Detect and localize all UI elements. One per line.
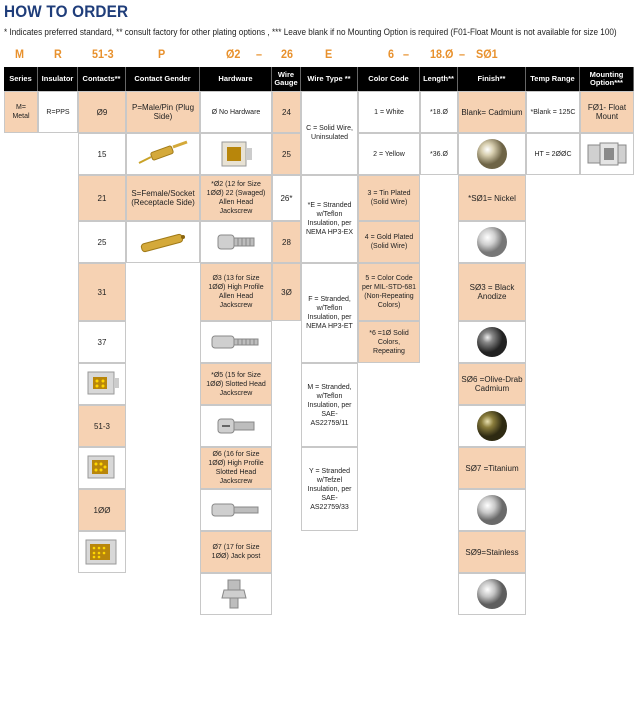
code-gauge: 26 [281,47,294,61]
code-contacts: 51-3 [92,47,114,61]
black-anodize-sphere-icon [458,321,526,363]
footnote: * Indicates preferred standard, ** consult factory for other plating options , *** Leave blank if no Mounting Option is required (F01-Float Mount is not available for size 100) [4,27,617,38]
code-gender: P [158,47,166,61]
wire-type-e: *E = Stranded w/Teflon Insulation, per NEMA HP3-EX [301,175,358,263]
float-mount-icon [580,133,634,175]
code-hardware: Ø2 [226,47,241,61]
contacts-15: 15 [78,133,126,175]
titanium-sphere-icon [458,489,526,531]
gauge-25: 25 [272,133,301,175]
pin-contact-icon [126,133,200,175]
header-finish: Finish** [458,67,526,91]
contacts-51-3: 51-3 [78,405,126,447]
header-hardware: Hardware [200,67,272,91]
color-code-1: 1 = White [358,91,420,133]
gender-female: S=Female/Socket (Receptacle Side) [126,175,200,221]
hardware-07: Ø7 (17 for Size 1ØØ) Jack post [200,531,272,573]
finish-s06: SØ6 =Olive-Drab Cadmium [458,363,526,405]
color-code-4: 4 = Gold Plated (Solid Wire) [358,221,420,263]
hardware-connector-icon [200,133,272,175]
wire-type-c: C = Solid Wire, Uninsulated [301,91,358,175]
finish-s07: SØ7 =Titanium [458,447,526,489]
finish-s01: *SØ1= Nickel [458,175,526,221]
header-mounting: Mounting Option*** [580,67,634,91]
connector-image-1 [78,363,126,405]
header-temp-range: Temp Range [526,67,580,91]
allen-jackscrew-icon [200,221,272,263]
stainless-sphere-icon [458,573,526,615]
contacts-09: Ø9 [78,91,126,133]
contacts-37: 37 [78,321,126,363]
high-slotted-jackscrew-icon [200,489,272,531]
high-allen-jackscrew-icon [200,321,272,363]
header-length: Length** [420,67,458,91]
temp-125: *Blank = 125C [526,91,580,133]
nickel-sphere-icon [458,221,526,263]
wire-type-m: M = Stranded, w/Teflon Insulation, per SAE-AS22759/11 [301,363,358,447]
insulator-option: R=PPS [38,91,78,133]
color-code-3: 3 = Tin Plated (Solid Wire) [358,175,420,221]
color-code-2: 2 = Yellow [358,133,420,175]
series-option: M= Metal [4,91,38,133]
code-series: M [15,47,24,61]
color-code-5: 5 = Color Code per MIL-STD-681 (Non-Repeating Colors) [358,263,420,321]
code-length: 18.Ø [430,47,454,61]
gauge-28: 28 [272,221,301,263]
header-wire-type: Wire Type ** [301,67,358,91]
connector-image-2 [78,447,126,489]
wire-type-y: Y = Stranded w/Tefzel Insulation, per SAE-AS22759/33 [301,447,358,531]
code-dash-1: – [256,47,263,61]
header-color-code: Color Code [358,67,420,91]
finish-s03: SØ3 = Black Anodize [458,263,526,321]
code-color: 6 [388,47,395,61]
gauge-24: 24 [272,91,301,133]
code-dash-2: – [403,47,410,61]
length-18: *18.Ø [420,91,458,133]
olive-drab-sphere-icon [458,405,526,447]
code-dash-3: – [459,47,466,61]
gauge-30: 3Ø [272,263,301,321]
contacts-100: 1ØØ [78,489,126,531]
hardware-none: Ø No Hardware [200,91,272,133]
slotted-jackscrew-icon [200,405,272,447]
code-finish: SØ1 [476,47,498,61]
hardware-06: Ø6 (16 for Size 1ØØ) High Profile Slotted Head Jackscrew [200,447,272,489]
hardware-02: *Ø2 (12 for Size 1ØØ) 22 (Swaged) Allen Head Jackscrew [200,175,272,221]
length-36: *36.Ø [420,133,458,175]
hardware-03: Ø3 (13 for Size 1ØØ) High Profile Allen Head Jackscrew [200,263,272,321]
color-code-6: *6 =1Ø Solid Colors, Repeating [358,321,420,363]
temp-200: HT = 2ØØC [526,133,580,175]
gauge-26: 26* [272,175,301,221]
header-gender: Contact Gender [126,67,200,91]
finish-blank: Blank= Cadmium [458,91,526,133]
connector-image-3 [78,531,126,573]
socket-contact-icon [126,221,200,263]
finish-s09: SØ9=Stainless [458,531,526,573]
mounting-f01: FØ1- Float Mount [580,91,634,133]
header-contacts: Contacts** [78,67,126,91]
contacts-31: 31 [78,263,126,321]
code-wire-type: E [325,47,333,61]
cadmium-sphere-icon [458,133,526,175]
gender-male: P=Male/Pin (Plug Side) [126,91,200,133]
wire-type-f: F = Stranded, w/Teflon Insulation, per NEMA HP3-ET [301,263,358,363]
code-insulator: R [54,47,62,61]
header-series: Series [4,67,38,91]
header-insulator: Insulator [38,67,78,91]
contacts-21: 21 [78,175,126,221]
header-gauge: Wire Gauge [272,67,301,91]
hardware-05: *Ø5 (15 for Size 1ØØ) Slotted Head Jackscrew [200,363,272,405]
contacts-25: 25 [78,221,126,263]
jack-post-icon [200,573,272,615]
page-title: HOW TO ORDER [4,2,129,21]
